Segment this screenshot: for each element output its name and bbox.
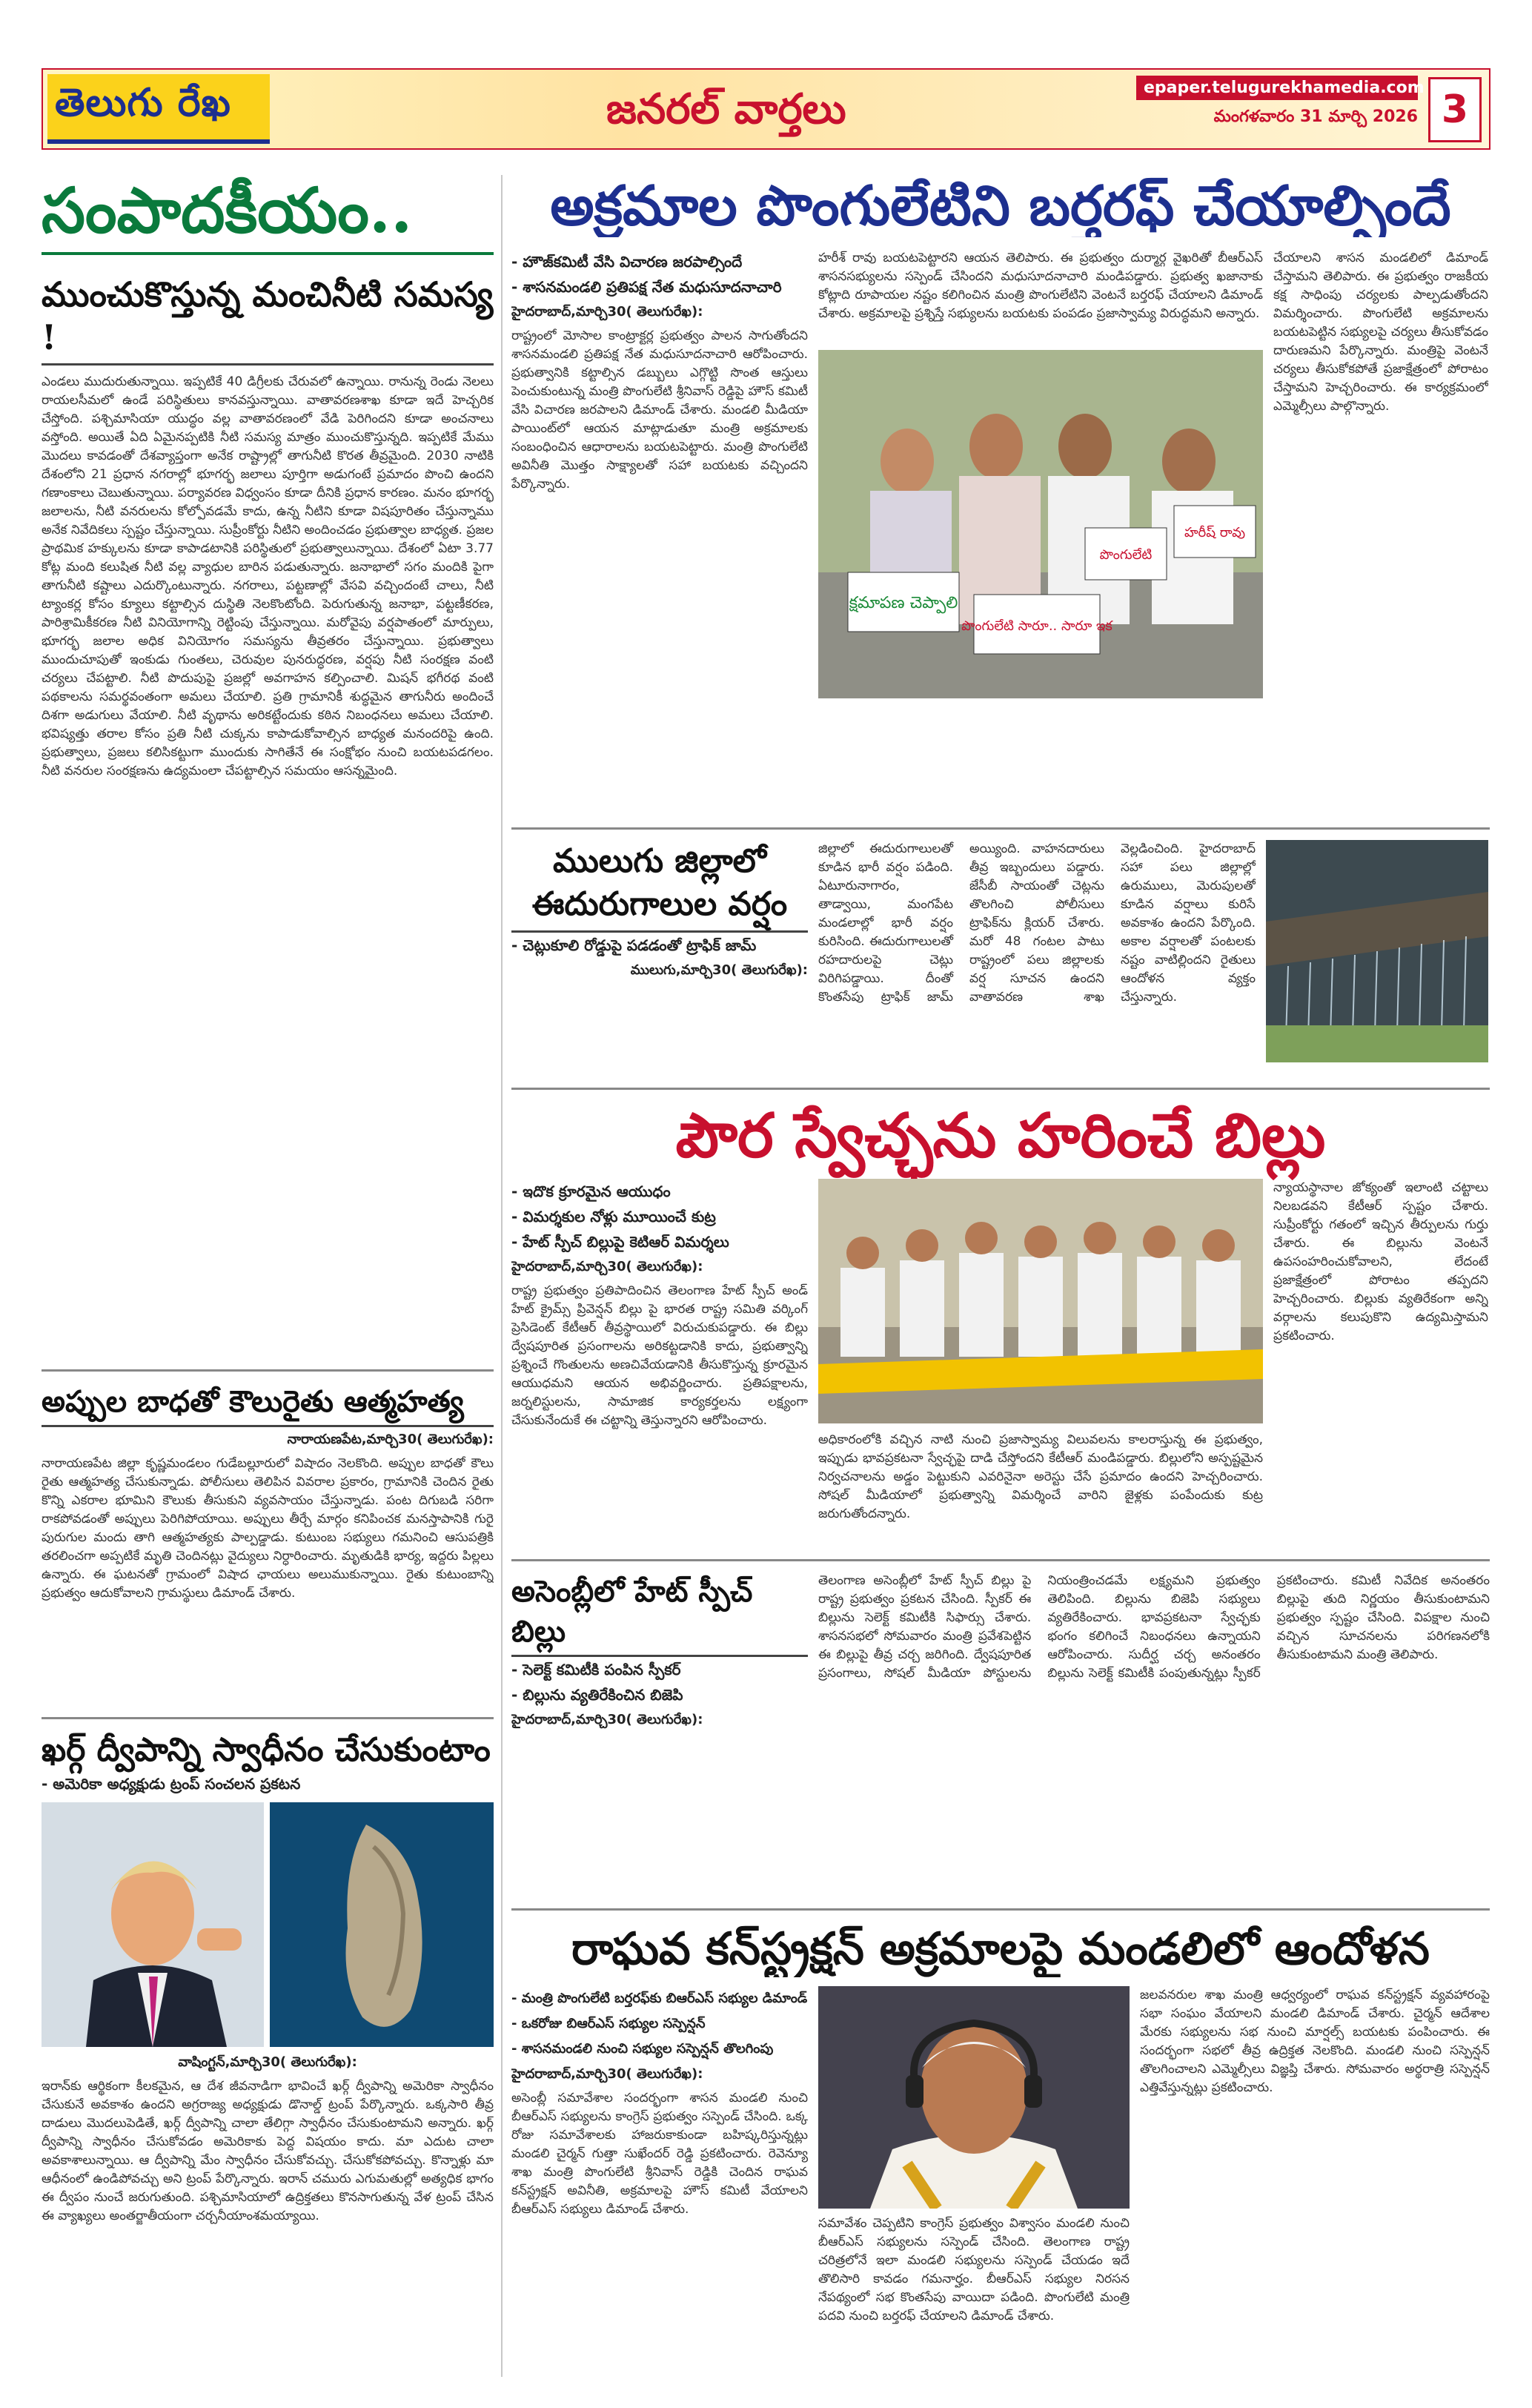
protest-photo [818,350,1263,698]
press-illustration [818,1179,1263,1423]
island-dateline: వాషింగ్టన్,మార్చి30( తెలుగురేఖ): [178,2054,357,2070]
logo-text: తెలుగు రేఖ [55,80,231,125]
assembly-article [511,1572,1490,1898]
bill-row [511,1179,1490,1549]
ponguleti-article [511,175,1490,679]
divider [511,1908,1490,1911]
protest-sign-2: పొంగులేటి సారూ.. సారూ ఇక [961,618,1112,634]
ponguleti-kicker-2: - శాసనమండలి ప్రతిపక్ష నేత మధుసూదనాచారి [511,274,808,300]
hailstorm-kicker: - చెట్లుకూలి రోడ్డుపై పడడంతో ట్రాఫిక్ జామ్ [511,933,808,958]
assembly-body: తెలంగాణ అసెంబ్లీలో హేట్ స్పీచ్ బిల్లు పై రాష్ట్ర ప్రభుత్వం ప్రకటన చేసింది. స్పీకర్ ఈ బిల్లును సెలెక్ట్ కమిటీకి సిఫార్సు చేశారు. శాసనసభలో సోమవారం మంత్రి ప్రవేశపెట్టిన ఈ బిల్లుపై తీవ్ర చర్చ జరిగింది. ద్వేషపూరిత ప్రసంగాలు, సోషల్ మీడియా పోస్టులను నియంత్రించడమే లక్ష్యమని ప్రభుత్వం తెలిపింది. బిల్లును బిజెపి సభ్యులు వ్యతిరేకించారు. భావప్రకటనా స్వేచ్ఛకు భంగం కలిగించే నిబంధనలు ఉన్నాయని ఆరోపించారు. సుదీర్ఘ చర్చ అనంతరం బిల్లును సెలెక్ట్ కమిటీకి పంపుతున్నట్లు స్పీకర్ ప్రకటించారు. కమిటీ నివేదిక అనంతరం బిల్లుపై తుది నిర్ణయం తీసుకుంటామని ప్రభుత్వం స్పష్టం చేసింది. విపక్షాల నుంచి వచ్చిన సూచనలను పరిగణనలోకి తీసుకుంటామని మంత్రి తెలిపారు. [818,1573,1490,1681]
ponguleti-col1 [511,249,808,679]
ponguleti-col2 [818,249,1490,679]
farmer-body: నారాయణపేట జిల్లా కృష్ణమండలం గుడేబల్లూరులో విషాదం నెలకొంది. అప్పుల బాధతో కౌలు రైతు ఆత్మహత్య చేసుకున్నాడు. పోలీసులు తెలిపిన వివరాల ప్రకారం, గ్రామానికి చెందిన రైతు కొన్ని ఎకరాల భూమిని కౌలుకు తీసుకుని వ్యవసాయం చేస్తున్నాడు. పంట దిగుబడి సరిగా రాకపోవడంతో అప్పులు పెరిగిపోయాయి. అప్పులు తీర్చే మార్గం కనిపించక మనస్తాపానికి గురై పురుగుల మందు తాగి ఆత్మహత్యకు పాల్పడ్డాడు. కుటుంబ సభ్యులు గమనించి ఆసుపత్రికి తరలించగా అప్పటికే మృతి చెందినట్లు వైద్యులు నిర్ధారించారు. మృతుడికి భార్య, ఇద్దరు పిల్లలు ఉన్నారు. ఈ ఘటనతో గ్రామంలో విషాద ఛాయలు అలుముకున్నాయి. రైతు కుటుంబాన్ని ప్రభుత్వం ఆదుకోవాలని గ్రామస్థులు డిమాండ్ చేశారు. [42,1456,494,1601]
editorial-header: సంపాదకీయం.. [42,175,494,255]
divider [42,1717,494,1719]
island-title: ఖర్గ్ ద్వీపాన్ని స్వాధీనం చేసుకుంటాం [42,1731,491,1769]
bill-kicker-1: - ఇదొక క్రూరమైన ఆయుధం [511,1179,808,1204]
raghava-row [511,1986,1490,2342]
raghava-body-1: అసెంబ్లీ సమావేశాల సందర్భంగా శాసన మండలి నుంచి బీఆర్ఎస్ సభ్యులను కాంగ్రెస్ ప్రభుత్వం సస్పెండ్ చేసింది. ఒక్క రోజు సమావేశాలకు హాజరుకాకుండా బహిష్కరిస్తున్నట్లు మండలి చైర్మన్ గుత్తా సుఖేందర్ రెడ్డి ప్రకటించారు. రెవెన్యూ శాఖ మంత్రి పొంగులేటి శ్రీనివాస్ రెడ్డికి చెందిన రాఘవ కన్‌స్ట్రక్షన్ అవినీతి, అక్రమాలపై హౌస్ కమిటీ వేయాలని బీఆర్ఎస్ సభ్యులు డిమాండ్ చేశారు. [511,2091,808,2217]
left-column [42,175,494,2377]
raghava-kicker-2: - ఒకరోజు బిఆర్ఎస్ సభ్యుల సస్పెన్షన్ [511,2011,808,2037]
bill-body-2: అధికారంలోకి వచ్చిన నాటి నుంచి ప్రజాస్వామ్య విలువలను కాలరాస్తున్న ఈ ప్రభుత్వం, ఇప్పుడు భావప్రకటనా స్వేచ్ఛపై దాడి చేస్తోందని కేటీఆర్ మండిపడ్డారు. బిల్లులోని అస్పష్టమైన నిర్వచనాలను అడ్డం పెట్టుకుని ఎవరినైనా అరెస్టు చేసే ప్రమాదం ఉందని హెచ్చరించారు. సోషల్ మీడియాలో ప్రభుత్వాన్ని విమర్శించే వారిని జైళ్లకు పంపేందుకు కుట్ర జరుగుతోందన్నారు. [818,1432,1263,1521]
raghava-col1 [511,1986,808,2342]
bill-kicker-3: - హేట్ స్పీచ్ బిల్లుపై కెటిఆర్ విమర్శలు [511,1229,808,1254]
hailstorm-title: ములుగు జిల్లాలో ఈదురుగాలుల వర్షం [511,840,808,933]
masthead-meta [1136,76,1425,130]
assembly-kicker-2: - బిల్లును వ్యతిరేకించిన బిజెపి [511,1682,808,1707]
assembly-dateline: హైదరాబాద్,మార్చి30( తెలుగురేఖ): [511,1712,703,1727]
hailstorm-dateline: ములుగు,మార్చి30( తెలుగురేఖ): [630,962,808,978]
island-photos [42,1802,494,2047]
farmer-title: అప్పుల బాధతో కౌలురైతు ఆత్మహత్య [42,1382,494,1427]
divider [511,1559,1490,1561]
divider [42,1369,494,1372]
raghava-body-2: సమావేశం చెప్పటిని కాంగ్రెస్ ప్రభుత్వం విశ్వాసం మండలి నుంచి బీఆర్ఎస్ సభ్యులను సస్పెండ్ చేసింది. తెలంగాణ రాష్ట్ర చరిత్రలోనే ఇలా మండలి సభ్యులను సస్పెండ్ చేయడం ఇదే తొలిసారి కావడం గమనార్హం. బీఆర్ఎస్ సభ్యుల నిరసన నేపథ్యంలో సభ కొంతసేపు వాయిదా పడింది. పొంగులేటి మంత్రి పదవి నుంచి బర్తరఫ్ చేయాలని డిమాండ్ చేశారు. [818,2216,1130,2323]
editorial-article [42,273,494,1359]
assembly-left [511,1572,808,1898]
ponguleti-body-3: చేయాలని శాసన మండలిలో డిమాండ్ చేస్తామని తెలిపారు. ఈ ప్రభుత్వం రాజకీయ కక్ష సాధింపు చర్యలకు పాల్పడుతోందని విమర్శించారు. పొంగులేటి అక్రమాలను బయటపెట్టిన సభ్యులపై చర్యలు తీసుకోవడం దారుణమని పేర్కొన్నారు. మంత్రిపై వెంటనే చర్యలు తీసుకోకపోతే ప్రజాక్షేత్రంలో పోరాటం చేస్తామని హెచ్చరించారు. ఈ కార్యక్రమంలో ఎమ్మెల్సీలు పాల్గొన్నారు. [1273,251,1488,414]
bill-title: పౌర స్వేచ్ఛను హరించే బిల్లు [675,1100,1326,1171]
raghava-body-3: జలవనరుల శాఖ మంత్రి ఆధ్వర్యంలో రాఘవ కన్‌స్ట్రక్షన్ వ్యవహారంపై సభా సంఘం వేయాలని మండలి డిమాండ్ చేశారు. చైర్మన్ ఆదేశాల మేరకు సభ్యులను సభ నుంచి మార్షల్స్ బయటకు పంపించారు. ఈ సందర్భంగా సభలో తీవ్ర ఉద్రిక్తత నెలకొంది. మండలి నుంచి సస్పెన్షన్ తొలగించాలని ఎమ్మెల్సీలు విజ్ఞప్తి చేశారు. సోమవారం అర్థరాత్రి సస్పెన్షన్ ఎత్తివేస్తున్నట్లు ప్రకటించారు. [1140,1988,1490,2095]
assembly-title: అసెంబ్లీలో హేట్ స్పీచ్ బిల్లు [511,1572,808,1657]
masthead [42,68,1490,150]
divider [511,827,1490,830]
raghava-col2 [818,1986,1130,2342]
island-satellite [270,1802,494,2047]
bill-kicker-2: - విమర్శకుల నోళ్లు మూయించే కుట్ర [511,1204,808,1229]
hailstorm-left [511,840,808,1077]
speaker-photo [818,1986,1130,2209]
kharg-island-photo [270,1802,494,2047]
island-body: ఇరాన్‌కు ఆర్థికంగా కీలకమైన, ఆ దేశ జీవనాడిగా భావించే ఖర్గ్ ద్వీపాన్ని అమెరికా స్వాధీనం చేసుకునే అవకాశం ఉందని అగ్రరాజ్య అధ్యక్షుడు డొనాల్డ్ ట్రంప్ పేర్కొన్నారు. ఒక్కసారి తీవ్ర దాడులు మొదలుపెడితే, ఖర్గ్ ద్వీపాన్ని చాలా తేలిగ్గా స్వాధీనం చేసుకుంటామని అన్నారు. ఖర్గ్ ద్వీపాన్ని స్వాధీనం చేసుకోవడం అమెరికాకు పెద్ద విషయం కాదు. మా ఎదుట చాలా అవకాశాలున్నాయి. ఆ ద్వీపాన్ని మేం స్వాధీనం చేసుకోవచ్చు. చేసుకోకపోవచ్చు. కొన్నాళ్లు మా ఆధీనంలో ఉండిపోవచ్చు అని ట్రంప్ పేర్కొన్నారు. ఇరాన్ చమురు ఎగుమతుల్లో అత్యధిక భాగం ఈ ద్వీపం నుంచే జరుగుతుంది. పశ్చిమాసియాలో ఉద్రిక్తతలు కొనసాగుతున్న వేళ ట్రంప్ చేసిన ఈ వ్యాఖ్యలు అంతర్జాతీయంగా చర్చనీయాంశమయ్యాయి. [42,2079,494,2223]
site-url[interactable]: epaper.telugurekhamedia.com [1136,76,1418,100]
protest-sign-1: క్షమాపణ చెప్పాలి [849,594,958,612]
column-divider [501,175,503,2377]
speaker-illustration [818,1986,1130,2209]
bill-col2 [818,1179,1490,1549]
raghava-title: రాఘవ కన్‌స్ట్రక్షన్ అక్రమాలపై మండలిలో ఆందోళన [571,1923,1430,1975]
ponguleti-dateline: హైదరాబాద్,మార్చి30( తెలుగురేఖ): [511,304,703,320]
ponguleti-kicker-1: - హౌజ్‌కమిటీ వేసి విచారణ జరపాల్సిందే [511,249,808,274]
assembly-kicker-1: - సెలెక్ట్ కమిటీకి పంపిన స్పీకర్ [511,1657,808,1682]
protest-sign-3: పొంగులేటి [1099,547,1153,563]
bill-article [511,1100,1490,1549]
editorial-title: ముంచుకొస్తున్న మంచినీటి సమస్య ! [42,273,494,366]
hailstorm-body: జిల్లాలో ఈదురుగాలులతో కూడిన భారీ వర్షం పడింది. ఏటూరునాగారం, తాడ్వాయి, మంగపేట మండలాల్లో భారీ వర్షం కురిసింది. ఈదురుగాలులతో రహదారులపై చెట్లు విరిగిపడ్డాయి. దీంతో కొంతసేపు ట్రాఫిక్ జామ్ అయ్యింది. వాహనదారులు తీవ్ర ఇబ్బందులు పడ్డారు. జేసీబీ సాయంతో చెట్లను తొలగించి పోలీసులు ట్రాఫిక్‌ను క్లియర్ చేశారు. మరో 48 గంటల పాటు రాష్ట్రంలో పలు జిల్లాలకు వర్ష సూచన ఉందని వాతావరణ శాఖ వెల్లడించింది. హైదరాబాద్ సహా పలు జిల్లాల్లో ఉరుములు, మెరుపులతో కూడిన వర్షాలు కురిసే అవకాశం ఉందని పేర్కొంది. అకాల వర్షాలతో పంటలకు నష్టం వాటిల్లిందని రైతులు ఆందోళన వ్యక్తం చేస్తున్నారు. [818,841,1256,1005]
section-title: జనరల్ వార్తలు [606,85,846,133]
rain-photo [1266,840,1488,1062]
bill-dateline: హైదరాబాద్,మార్చి30( తెలుగురేఖ): [511,1259,703,1274]
raghava-kicker-3: - శాసనమండలి నుంచి సభ్యుల సస్పెన్షన్ తొలగింపు [511,2037,808,2062]
ponguleti-body-row [511,249,1490,679]
raghava-article [511,1921,1490,2342]
rain-illustration [1266,840,1488,1062]
trump-photo [42,1802,264,2047]
farmer-article [42,1382,494,1707]
right-column [511,175,1490,2377]
island-kicker: - అమెరికా అధ్యక్షుడు ట్రంప్ సంచలన ప్రకటన [42,1771,494,1796]
hailstorm-article [511,840,1490,1077]
trump-illustration [42,1802,264,2047]
ponguleti-title: అక్రమాల పొంగులేటిని బర్తరఫ్ చేయాల్సిందే [550,175,1451,237]
protest-illustration [818,350,1263,698]
ktr-press-photo [818,1179,1263,1423]
ponguleti-body-1: రాష్ట్రంలో మోసాల కాంట్రాక్టర్ల ప్రభుత్వం పాలన సాగుతోందని శాసనమండలి ప్రతిపక్ష నేత మధుసూదనాచారి ఆరోపించారు. ప్రభుత్వానికి కట్టాల్సిన డబ్బులు ఎగ్గొట్టి సొంత ఆస్తులు పెంచుకుంటున్న మంత్రి పొంగులేటి శ్రీనివాస్ రెడ్డిపై హౌస్ కమిటీ వేసి విచారణ జరపాలని డిమాండ్ చేశారు. మండలి మీడియా పాయింట్‌లో ఆయన మాట్లాడుతూ మంత్రి అక్రమాలకు సంబంధించిన ఆధారాలను బయటపెట్టారు. మంత్రి పొంగులేటి అవినీతి మొత్తం సాక్ష్యాలతో సహా బయటకు వచ్చిందని పేర్కొన్నారు. [511,328,808,492]
bill-col1 [511,1179,808,1549]
island-article [42,1730,494,2300]
raghava-kicker-1: - మంత్రి పొంగులేటి బర్తరఫ్‌కు బిఆర్ఎస్ సభ్యుల డిమాండ్ [511,1986,808,2011]
bill-body-3: న్యాయస్థానాల జోక్యంతో ఇలాంటి చట్టాలు నిలబడవని కేటీఆర్ స్పష్టం చేశారు. సుప్రీంకోర్టు గతంలో ఇచ్చిన తీర్పులను గుర్తు చేశారు. ఈ బిల్లును వెంటనే ఉపసంహరించుకోవాలని, లేదంటే ప్రజాక్షేత్రంలో పోరాటం తప్పదని హెచ్చరించారు. బిల్లుకు వ్యతిరేకంగా అన్ని వర్గాలను కలుపుకొని ఉద్యమిస్తామని ప్రకటించారు. [1273,1180,1488,1343]
issue-date: మంగళవారం 31 మార్చి 2026 [1213,108,1418,126]
farmer-dateline: నారాయణపేట,మార్చి30( తెలుగురేఖ): [287,1432,494,1447]
page-number: 3 [1428,77,1482,142]
editorial-body: ఎండలు ముదురుతున్నాయి. ఇప్పటికే 40 డిగ్రీలకు చేరువలో ఉన్నాయి. రానున్న రెండు నెలలు రాయలసీమలో ఉండే పరిస్థితులు కానవస్తున్నాయి. వాతావరణశాఖ కూడా ఇదే హెచ్చరిక చేస్తోంది. పశ్చిమాసియా యుద్ధం వల్ల వాతావరణంలో వేడి పెరిగిందని కూడా అంచనాలు వస్తోంది. అయితే ఏది ఏమైనప్పటికి నీటి సమస్య మాత్రం ముంచుకొస్తున్నది. ఇప్పటికే మేము మొదలు కావడంతో దేశవ్యాప్తంగా అనేక రాష్ట్రాల్లో తాగునీటి కొరత తీవ్రమైంది. 2030 నాటికి దేశంలోని 21 ప్రధాన నగరాల్లో భూగర్భ జలాలు పూర్తిగా అడుగంటే ప్రమాదం పొంచి ఉందని గణాంకాలు చెబుతున్నాయి. పర్యావరణ విధ్వంసం కూడా దీనికి ప్రధాన కారణం. మనం భూగర్భ జలాలను, నీటి వనరులను కోల్పోవడమే కాదు, ఉన్న నీటిని కూడా విషపూరితం చేస్తున్నాము అనేక నివేదికలు స్పష్టం చేస్తున్నాయి. సుప్రీంకోర్టు నీటిని అందించడం ప్రభుత్వాల బాధ్యత. ప్రజల ప్రాథమిక హక్కులను కూడా కాపాడటానికి పరిస్థితులో ప్రభుత్వాలున్నాయి. దేశంలో ఏటా 3.77 కోట్ల మంది కలుషిత నీటి వల్ల వ్యాధుల బారిన పడుతున్నారు. జనాభాలో సగం మందికి పైగా తాగునీటి కష్టాలు ఎదుర్కొంటున్నారు. నగరాలు, పట్టణాల్లో వేసవి వచ్చిందంటే చాలు, నీటి ట్యాంకర్ల కోసం క్యూలు కట్టాల్సిన దుస్థితి నెలకొంటోంది. పెరుగుతున్న జనాభా, పట్టణీకరణ, పారిశ్రామికీకరణ నీటి వినియోగాన్ని రెట్టింపు చేస్తున్నాయి. మరోవైపు వర్షపాతంలో మార్పులు, భూగర్భ జలాల అధిక వినియోగం సమస్యను తీవ్రతరం చేస్తున్నాయి. ప్రభుత్వాలు ముందుచూపుతో ఇంకుడు గుంతలు, చెరువుల పునరుద్ధరణ, వర్షపు నీటి సంరక్షణ వంటి చర్యలు చేపట్టాలి. నీటి పొదుపుపై ప్రజల్లో అవగాహన కల్పించాలి. మిషన్ భగీరథ వంటి పథకాలను సమర్థవంతంగా అమలు చేయాలి. ప్రతి గ్రామానికీ శుద్ధమైన తాగునీరు అందించే దిశగా అడుగులు వేయాలి. నీటి వృథాను అరికట్టేందుకు కఠిన నిబంధనలు అమలు చేయాలి. భవిష్యత్తు తరాల కోసం ప్రతి నీటి చుక్కను కాపాడుకోవాల్సిన బాధ్యత మనందరిపై ఉంది. ప్రభుత్వాలు, ప్రజలు కలిసికట్టుగా ముందుకు సాగితేనే ఈ సంక్షోభం నుంచి బయటపడగలం. నీటి వనరుల సంరక్షణను ఉద్యమంలా చేపట్టాల్సిన సమయం ఆసన్నమైంది. [42,374,494,778]
divider [511,1088,1490,1090]
raghava-dateline: హైదరాబాద్,మార్చి30( తెలుగురేఖ): [511,2066,703,2082]
bill-body-1: రాష్ట్ర ప్రభుత్వం ప్రతిపాదించిన తెలంగాణ హేట్ స్పీచ్ అండ్ హేట్ క్రైమ్స్ ప్రివెన్షన్ బిల్లు పై భారత రాష్ట్ర సమితి వర్కింగ్ ప్రెసిడెంట్ కేటీఆర్ తీవ్రస్థాయిలో విరుచుకుపడ్డారు. ఈ బిల్లు ద్వేషపూరిత ప్రసంగాలను అరికట్టడానికి కాదు, ప్రభుత్వాన్ని ప్రశ్నించే గొంతులను అణచివేయడానికి తీసుకొస్తున్న క్రూరమైన ఆయుధమని ఆయన అభివర్ణించారు. ప్రతిపక్షాలను, జర్నలిస్టులను, సామాజిక కార్యకర్తలను లక్ష్యంగా చేసుకునేందుకే ఈ చట్టాన్ని తెస్తున్నారని ఆరోపించారు. [511,1283,808,1428]
protest-sign-4: హరీష్ రావు [1184,525,1246,540]
logo[interactable] [47,74,270,144]
ponguleti-body-2: హరీశ్ రావు బయటపెట్టారని ఆయన తెలిపారు. ఈ ప్రభుత్వం దుర్మార్గ వైఖరితో బీఆర్‌ఎస్ శాసనసభ్యులను సస్పెండ్ చేసిందని మధుసూదనాచారి మండిపడ్డారు. ప్రభుత్వ ఖజానాకు కోట్లాది రూపాయల నష్టం కలిగించిన మంత్రి పొంగులేటిని వెంటనే బర్తరఫ్ చేయాలని డిమాండ్ చేశారు. అక్రమాలపై ప్రశ్నిస్తే సభ్యులను బయటకు పంపడం ప్రజాస్వామ్య విరుద్ధమని అన్నారు. [818,251,1263,321]
